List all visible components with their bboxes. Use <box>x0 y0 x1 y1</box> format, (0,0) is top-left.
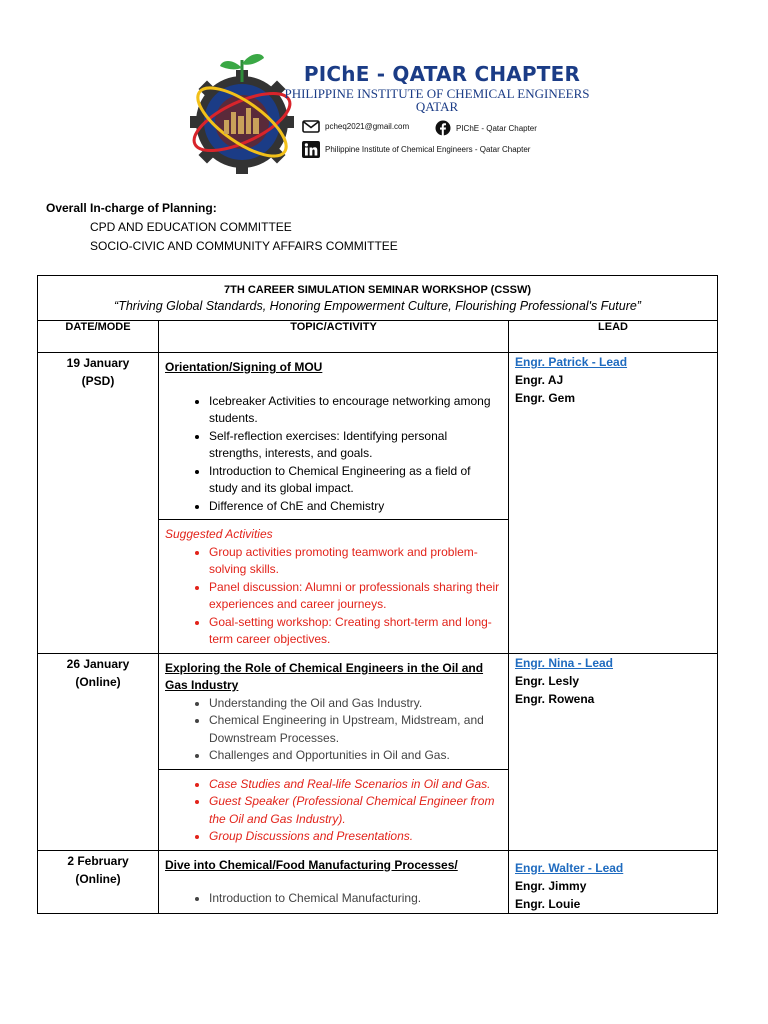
table-header-row <box>38 321 718 353</box>
date-cell <box>38 653 159 850</box>
list-item: • Guest Speaker (Professional Chemical Engineer from the Oil and Gas Industry). <box>209 793 502 828</box>
lead-cell <box>509 850 718 913</box>
table-row <box>38 353 718 654</box>
facebook-icon <box>435 120 451 136</box>
list-item: • Challenges and Opportunities in Oil and Gas. <box>209 747 502 765</box>
column-header-lead: LEAD <box>509 321 718 353</box>
list-item: • Difference of ChE and Chemistry <box>209 498 502 516</box>
list-item: • Group Discussions and Presentations. <box>209 828 502 846</box>
topic-main-section <box>159 353 508 519</box>
table-title: 7TH CAREER SIMULATION SEMINAR WORKSHOP (CSSW) <box>224 284 532 296</box>
contact-facebook <box>435 120 537 136</box>
topic-title: Orientation/Signing of MOU <box>165 360 323 374</box>
suggested-bullets <box>165 776 502 846</box>
list-item: • Introduction to Chemical Engineering as a field of study and its global impact. <box>209 463 502 498</box>
mail-icon <box>302 120 320 133</box>
planning-label: Overall In-charge of Planning: <box>46 201 217 215</box>
suggested-label: Suggested Activities <box>165 527 273 541</box>
contact-email <box>302 120 409 133</box>
date: 2 February <box>67 853 129 868</box>
topic-title: Dive into Chemical/Food Manufacturing Processes/ <box>165 857 458 872</box>
planning-section <box>46 199 398 256</box>
org-subtitle <box>272 87 602 113</box>
table-row <box>38 850 718 913</box>
list-item: • Understanding the Oil and Gas Industry. <box>209 695 502 713</box>
list-item: • Panel discussion: Alumni or professionals sharing their experiences and career journeys. <box>209 579 502 614</box>
topic-cell <box>159 353 509 654</box>
date: 19 January <box>66 356 130 370</box>
lead-main-link[interactable]: Engr. Walter - Lead <box>515 860 624 875</box>
column-header-topic: TOPIC/ACTIVITY <box>159 321 509 353</box>
lead-cell <box>509 653 718 850</box>
lead-cell <box>509 353 718 654</box>
org-subtitle-line2: QATAR <box>415 99 459 114</box>
lead-member: Engr. Gem <box>515 391 576 405</box>
table-title-cell <box>38 276 718 321</box>
lead-member: Engr. Louie <box>515 896 581 911</box>
list-item: • Icebreaker Activities to encourage networking among students. <box>209 393 502 428</box>
suggested-bullets <box>165 544 502 649</box>
list-item: • Chemical Engineering in Upstream, Midstream, and Downstream Processes. <box>209 712 502 747</box>
lead-main-link[interactable]: Engr. Nina - Lead <box>515 655 614 670</box>
topic-main-section <box>159 851 508 912</box>
table-row <box>38 653 718 850</box>
list-item: • Goal-setting workshop: Creating short-term and long-term career objectives. <box>209 614 502 649</box>
topic-cell <box>159 653 509 850</box>
date-cell <box>38 850 159 913</box>
contact-linkedin-text[interactable]: Philippine Institute of Chemical Engineers - Qatar Chapter <box>325 145 531 154</box>
column-header-date: DATE/MODE <box>38 321 159 353</box>
list-item: • Introduction to Chemical Manufacturing. <box>209 890 502 908</box>
topic-main-section <box>159 654 508 769</box>
topic-bullets <box>165 695 502 765</box>
planning-item: CPD AND EDUCATION COMMITTEE <box>90 220 292 234</box>
table-title-row <box>38 276 718 321</box>
contact-facebook-text[interactable]: PIChE - Qatar Chapter <box>456 123 537 133</box>
schedule-table <box>37 275 718 914</box>
mode: (PSD) <box>81 374 115 388</box>
topic-bullets <box>165 890 502 908</box>
lead-member: Engr. Jimmy <box>515 878 587 893</box>
table-tagline: “Thriving Global Standards, Honoring Empowerment Culture, Flourishing Professional's Future” <box>114 299 641 313</box>
lead-member: Engr. Rowena <box>515 691 595 706</box>
suggested-section <box>159 519 508 653</box>
lead-member: Engr. Lesly <box>515 673 580 688</box>
date-cell <box>38 353 159 654</box>
org-subtitle-line1: PHILIPPINE INSTITUTE OF CHEMICAL ENGINEERS <box>284 86 590 101</box>
date: 26 January <box>66 656 130 671</box>
topic-bullets <box>165 393 502 516</box>
linkedin-icon <box>302 141 320 158</box>
org-title: PIChE - QATAR CHAPTER <box>303 62 581 86</box>
contact-email-text[interactable]: pcheq2021@gmail.com <box>325 122 410 131</box>
planning-item: SOCIO-CIVIC AND COMMUNITY AFFAIRS COMMITTEE <box>90 239 398 253</box>
contact-linkedin <box>302 141 530 158</box>
mode: (Online) <box>75 871 121 886</box>
topic-title: Exploring the Role of Chemical Engineers in the Oil and Gas Industry <box>165 660 484 692</box>
list-item: • Case Studies and Real-life Scenarios in Oil and Gas. <box>209 776 502 794</box>
list-item: • Group activities promoting teamwork and problem-solving skills. <box>209 544 502 579</box>
topic-cell <box>159 850 509 913</box>
list-item: • Self-reflection exercises: Identifying personal strengths, interests, and goals. <box>209 428 502 463</box>
suggested-section <box>159 769 508 850</box>
lead-member: Engr. AJ <box>515 373 564 387</box>
mode: (Online) <box>75 674 121 689</box>
lead-main-link[interactable]: Engr. Patrick - Lead <box>515 355 628 369</box>
